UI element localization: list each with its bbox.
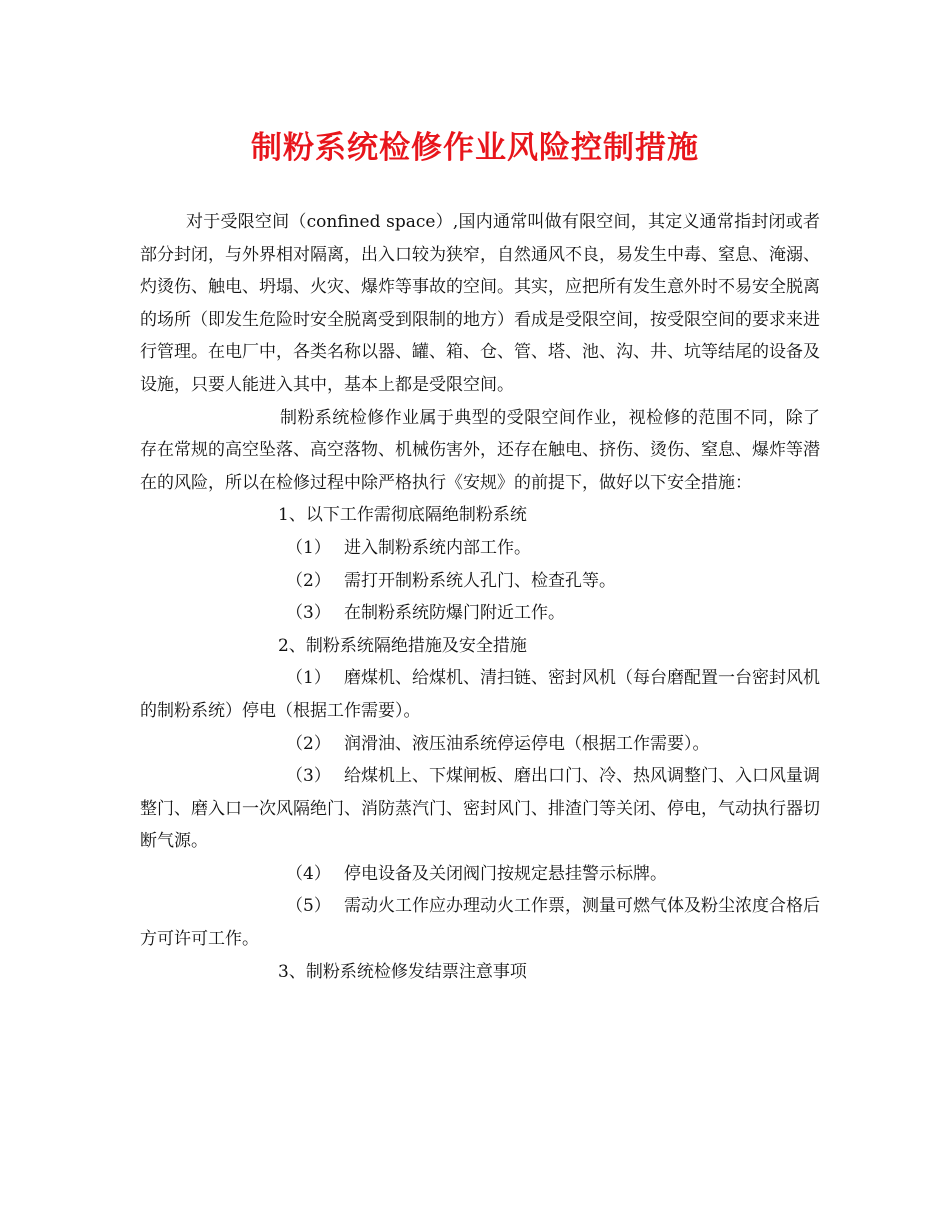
item-number: （1） bbox=[286, 668, 331, 689]
item-number: （3） bbox=[286, 766, 331, 787]
list-item bbox=[140, 532, 820, 565]
section-2-heading: 2、制粉系统隔绝措施及安全措施 bbox=[278, 635, 527, 656]
list-item bbox=[140, 890, 820, 955]
item-number: （3） bbox=[286, 603, 331, 624]
item-number: （5） bbox=[286, 896, 331, 917]
item-text: 润滑油、液压油系统停运停电（根据工作需要）。 bbox=[344, 733, 710, 754]
list-item bbox=[140, 662, 820, 727]
item-number: （4） bbox=[286, 863, 331, 884]
item-text: 在制粉系统防爆门附近工作。 bbox=[344, 603, 565, 624]
list-item bbox=[140, 728, 820, 761]
intro-paragraph: 对于受限空间（confined space）,国内通常叫做有限空间，其定义通常指封闭或者部分封闭，与外界相对隔离，出入口较为狭窄，自然通风不良，易发生中毒、窒息、淹溺、灼烫伤、触电、坍塌、火灾、爆炸等事故的空间。其实，应把所有发生意外时不易安全脱离的场所（即发生危险时安全脱离受到限制的地方）看成是受限空间，按受限空间的要求来进行管理。在电厂中，各类名称以器、罐、箱、仓、管、塔、池、沟、井、坑等结尾的设备及设施，只要人能进入其中，基本上都是受限空间。 bbox=[140, 212, 820, 395]
item-text: 给煤机上、下煤闸板、磨出口门、冷、热风调整门、入口风量调整门、磨入口一次风隔绝门、消防蒸汽门、密封风门、排渣门等关闭、停电，气动执行器切断气源。 bbox=[140, 766, 820, 852]
item-number: （2） bbox=[286, 570, 331, 591]
item-number: （1） bbox=[286, 537, 331, 558]
risk-paragraph: 制粉系统检修作业属于典型的受限空间作业，视检修的范围不同，除了存在常规的高空坠落、高空落物、机械伤害外，还存在触电、挤伤、烫伤、窒息、爆炸等潜在的风险，所以在检修过程中除严格执行《安规》的前提下，做好以下安全措施： bbox=[140, 407, 820, 493]
list-item bbox=[140, 565, 820, 598]
item-text: 进入制粉系统内部工作。 bbox=[344, 537, 531, 558]
section-3-heading: 3、制粉系统检修发结票注意事项 bbox=[278, 961, 527, 982]
item-text: 磨煤机、给煤机、清扫链、密封风机（每台磨配置一台密封风机的制粉系统）停电（根据工作需要）。 bbox=[140, 668, 820, 721]
item-number: （2） bbox=[286, 733, 331, 754]
item-text: 需动火工作应办理动火工作票，测量可燃气体及粉尘浓度合格后方可许可工作。 bbox=[140, 896, 820, 950]
document-title: 制粉系统检修作业风险控制措施 bbox=[251, 130, 699, 166]
list-item bbox=[140, 597, 820, 630]
section-1-heading: 1、以下工作需彻底隔绝制粉系统 bbox=[278, 505, 527, 526]
list-item bbox=[140, 858, 820, 891]
item-text: 停电设备及关闭阀门按规定悬挂警示标牌。 bbox=[344, 863, 667, 884]
list-item bbox=[140, 760, 820, 858]
item-text: 需打开制粉系统人孔门、检查孔等。 bbox=[344, 570, 616, 591]
document-body bbox=[140, 206, 820, 988]
